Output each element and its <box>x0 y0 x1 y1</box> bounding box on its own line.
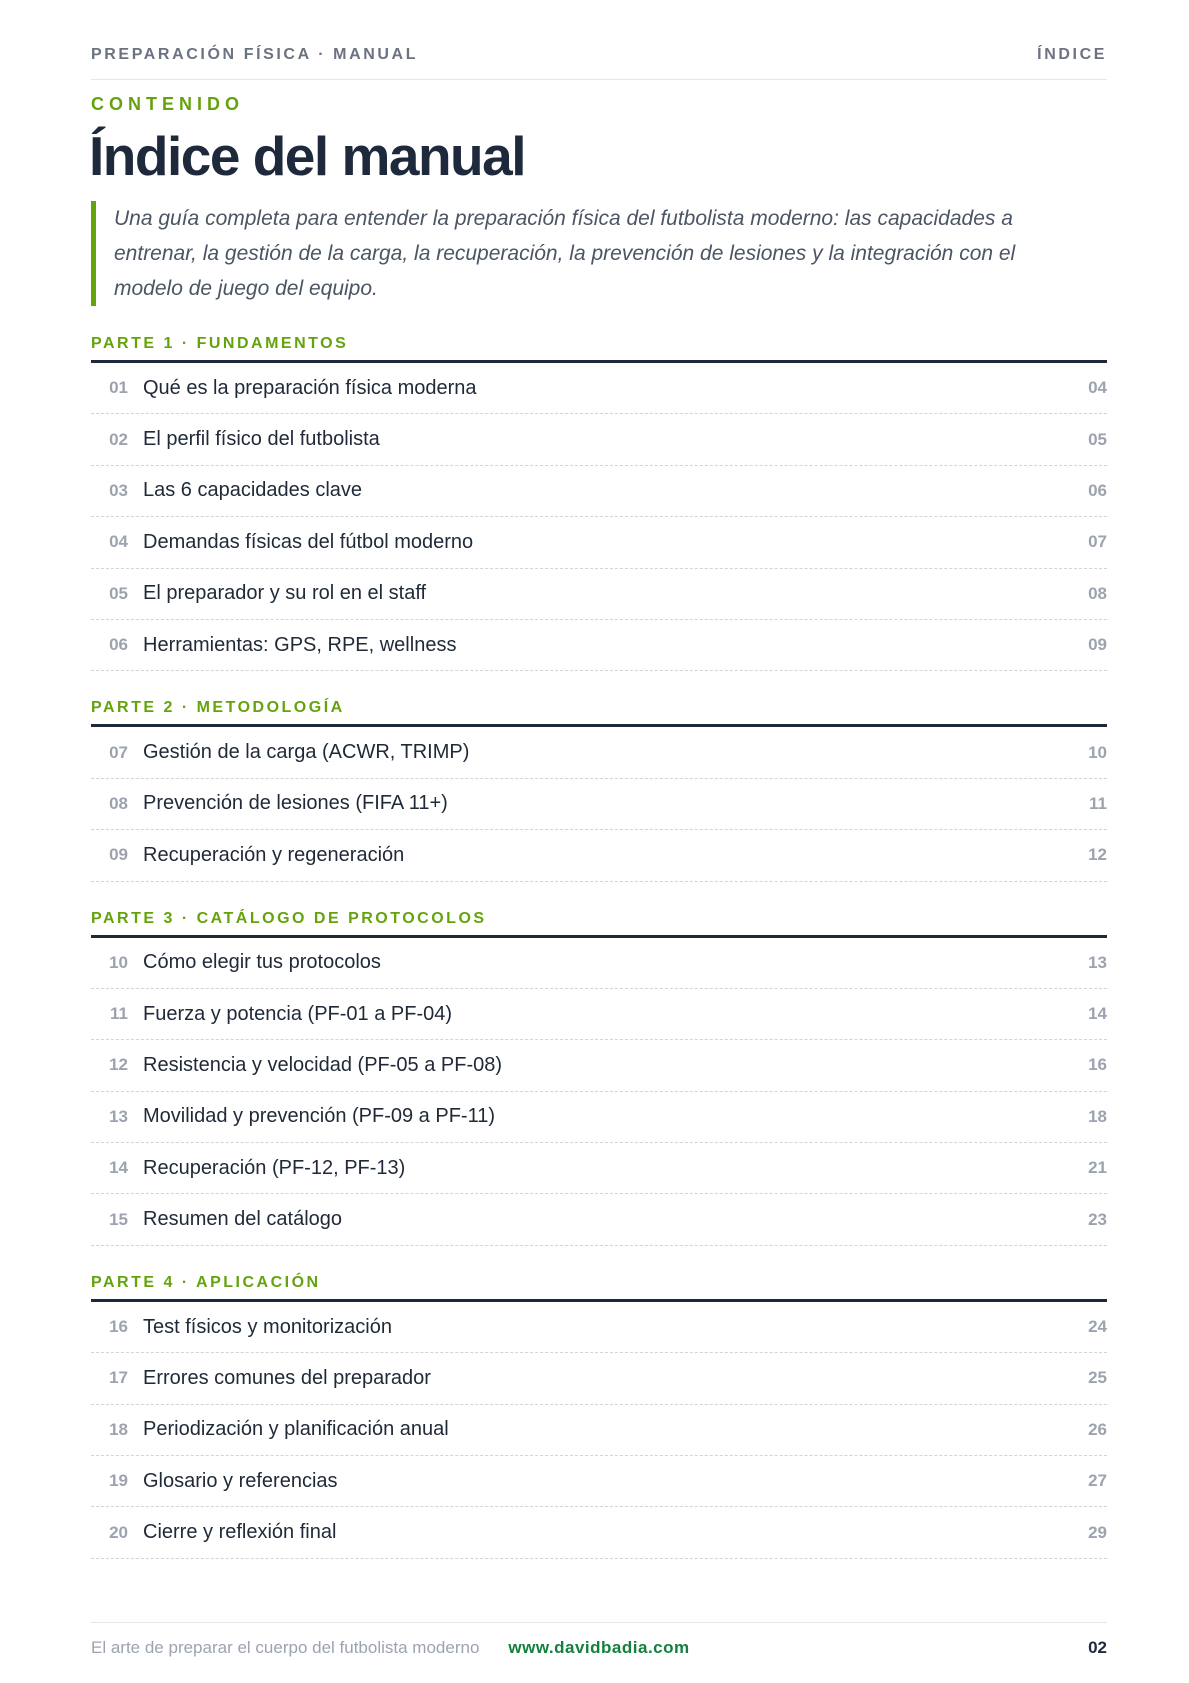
toc-entry[interactable] <box>91 1456 1107 1507</box>
entry-title: Resumen del catálogo <box>143 1208 343 1231</box>
part-2 <box>91 695 1107 881</box>
header-left-label: PREPARACIÓN FÍSICA · MANUAL <box>91 46 419 63</box>
entry-number: 12 <box>109 1055 128 1075</box>
entry-page: 18 <box>1088 1106 1107 1126</box>
page-footer <box>91 1622 1107 1672</box>
entry-title: Glosario y referencias <box>143 1469 338 1492</box>
toc-entry[interactable] <box>91 1194 1107 1245</box>
entry-title: Cómo elegir tus protocolos <box>143 951 381 974</box>
entry-number: 19 <box>109 1471 128 1491</box>
entry-page: 07 <box>1088 532 1107 552</box>
part-1 <box>91 331 1107 671</box>
part-title: PARTE 4 · APLICACIÓN <box>91 1270 1107 1302</box>
intro-paragraph: Una guía completa para entender la preparación física del futbolista moderno: las capacidades a entrenar, la gestión de la carga, la recuperación, la prevención de lesiones y la integración con el modelo de juego del equipo. <box>91 201 1107 306</box>
entry-number: 04 <box>109 532 128 552</box>
part-title: PARTE 3 · CATÁLOGO DE PROTOCOLOS <box>91 906 1107 938</box>
entry-number: 14 <box>109 1158 128 1178</box>
table-of-contents <box>91 331 1107 1583</box>
entry-number: 09 <box>109 845 128 865</box>
part-4 <box>91 1270 1107 1559</box>
entry-title: Demandas físicas del fútbol moderno <box>143 530 474 553</box>
entry-page: 04 <box>1088 378 1107 398</box>
entry-number: 03 <box>109 480 128 500</box>
entry-number: 08 <box>109 793 128 813</box>
entry-number: 17 <box>109 1368 128 1388</box>
entry-page: 26 <box>1088 1419 1107 1439</box>
toc-entry[interactable] <box>91 466 1107 517</box>
toc-entry[interactable] <box>91 517 1107 568</box>
entry-page: 24 <box>1088 1317 1107 1337</box>
footer-tagline: El arte de preparar el cuerpo del futbolista moderno <box>91 1637 480 1657</box>
entry-number: 10 <box>109 952 128 972</box>
document-page <box>91 0 1107 1683</box>
entry-number: 18 <box>109 1419 128 1439</box>
footer-page-number: 02 <box>1088 1637 1107 1657</box>
entry-title: Las 6 capacidades clave <box>143 479 363 502</box>
entry-title: Cierre y reflexión final <box>143 1521 337 1544</box>
footer-website-link[interactable]: www.davidbadia.com <box>508 1637 690 1657</box>
toc-entry[interactable] <box>91 1143 1107 1194</box>
entry-page: 25 <box>1088 1368 1107 1388</box>
entry-page: 11 <box>1089 793 1107 813</box>
part-title: PARTE 2 · METODOLOGÍA <box>91 695 1107 727</box>
entry-number: 07 <box>109 742 128 762</box>
toc-entry[interactable] <box>91 363 1107 414</box>
entry-title: Recuperación y regeneración <box>143 843 405 866</box>
entry-number: 06 <box>109 635 128 655</box>
entry-page: 10 <box>1088 742 1107 762</box>
entry-number: 11 <box>110 1004 128 1024</box>
entry-number: 01 <box>109 378 128 398</box>
toc-entry[interactable] <box>91 1302 1107 1353</box>
entry-title: Qué es la preparación física moderna <box>143 376 477 399</box>
toc-entry[interactable] <box>91 620 1107 671</box>
toc-entry[interactable] <box>91 1040 1107 1091</box>
entry-title: Recuperación (PF-12, PF-13) <box>143 1156 406 1179</box>
section-eyebrow: CONTENIDO <box>91 94 244 114</box>
entry-page: 09 <box>1088 635 1107 655</box>
entry-page: 27 <box>1088 1471 1107 1491</box>
entry-number: 13 <box>109 1106 128 1126</box>
entry-title: Periodización y planificación anual <box>143 1418 449 1441</box>
entry-number: 05 <box>109 583 128 603</box>
entry-title: Errores comunes del preparador <box>143 1366 431 1389</box>
toc-entry[interactable] <box>91 1353 1107 1404</box>
part-3 <box>91 906 1107 1246</box>
toc-entry[interactable] <box>91 830 1107 881</box>
entry-title: Movilidad y prevención (PF-09 a PF-11) <box>143 1105 495 1128</box>
toc-entry[interactable] <box>91 989 1107 1040</box>
running-header <box>91 46 1107 80</box>
header-right-label: ÍNDICE <box>1037 46 1107 63</box>
entry-page: 06 <box>1088 480 1107 500</box>
part-title: PARTE 1 · FUNDAMENTOS <box>91 331 1107 363</box>
entry-title: Fuerza y potencia (PF-01 a PF-04) <box>143 1002 453 1025</box>
entry-page: 12 <box>1088 845 1107 865</box>
toc-entry[interactable] <box>91 1092 1107 1143</box>
entry-title: El preparador y su rol en el staff <box>143 582 427 605</box>
entry-page: 05 <box>1088 429 1107 449</box>
entry-number: 15 <box>109 1209 128 1229</box>
entry-title: Test físicos y monitorización <box>143 1315 392 1338</box>
entry-page: 23 <box>1088 1209 1107 1229</box>
entry-number: 16 <box>109 1317 128 1337</box>
toc-entry[interactable] <box>91 779 1107 830</box>
entry-title: Prevención de lesiones (FIFA 11+) <box>143 792 448 815</box>
entry-page: 16 <box>1088 1055 1107 1075</box>
entry-page: 13 <box>1088 952 1107 972</box>
toc-entry[interactable] <box>91 938 1107 989</box>
toc-entry[interactable] <box>91 569 1107 620</box>
entry-title: Gestión de la carga (ACWR, TRIMP) <box>143 741 470 764</box>
entry-page: 29 <box>1088 1522 1107 1542</box>
toc-entry[interactable] <box>91 1507 1107 1558</box>
entry-page: 08 <box>1088 583 1107 603</box>
entry-page: 21 <box>1088 1158 1107 1178</box>
entry-title: Herramientas: GPS, RPE, wellness <box>143 633 457 656</box>
toc-entry[interactable] <box>91 1405 1107 1456</box>
entry-number: 02 <box>109 429 128 449</box>
entry-title: Resistencia y velocidad (PF-05 a PF-08) <box>143 1053 503 1076</box>
entry-number: 20 <box>109 1522 128 1542</box>
toc-entry[interactable] <box>91 414 1107 465</box>
toc-entry[interactable] <box>91 727 1107 778</box>
page-title: Índice del manual <box>89 125 526 187</box>
entry-title: El perfil físico del futbolista <box>143 428 380 451</box>
entry-page: 14 <box>1088 1004 1107 1024</box>
